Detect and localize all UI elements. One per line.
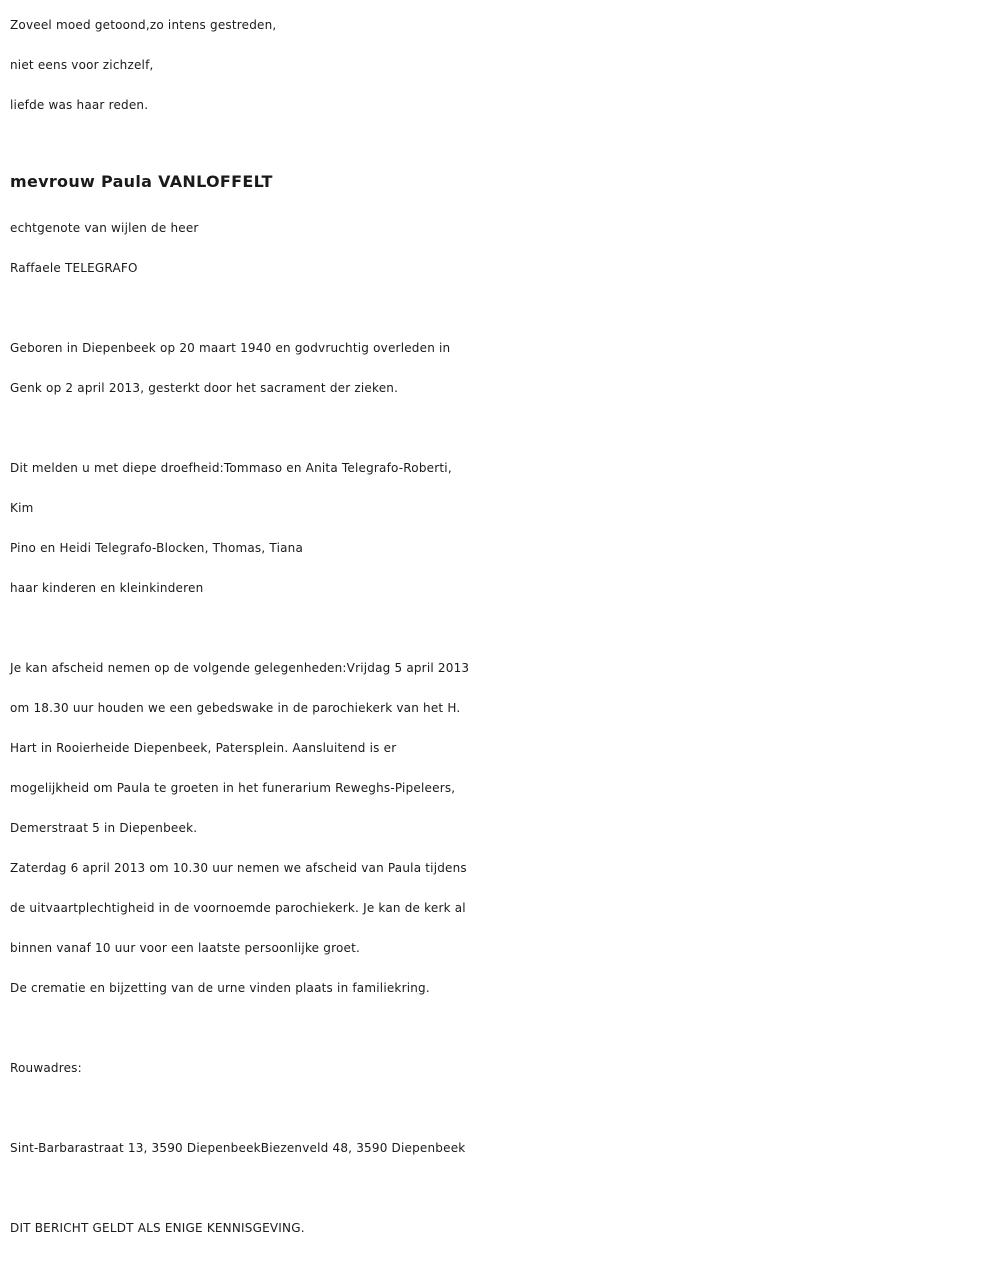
family-line: Pino en Heidi Telegrafo-Blocken, Thomas, Tiana: [10, 541, 304, 555]
spacer: [10, 1088, 995, 1128]
obituary-document: [10, 5, 995, 1248]
spouse-line: Raffaele TELEGRAFO: [10, 261, 138, 275]
farewell-line: Je kan afscheid nemen op de volgende gelegenheden:Vrijdag 5 april 2013: [10, 661, 470, 675]
farewell-line: de uitvaartplechtigheid in de voornoemde parochiekerk. Je kan de kerk al: [10, 901, 466, 915]
spacer: [10, 608, 995, 648]
family-line: Dit melden u met diepe droefheid:Tommaso en Anita Telegrafo-Roberti,: [10, 461, 452, 475]
mourning-address: Sint-Barbarastraat 13, 3590 DiepenbeekBiezenveld 48, 3590 Diepenbeek: [10, 1141, 466, 1155]
family-line: haar kinderen en kleinkinderen: [10, 581, 204, 595]
farewell-line: De crematie en bijzetting van de urne vinden plaats in familiekring.: [10, 981, 430, 995]
poem-line: niet eens voor zichzelf,: [10, 58, 154, 72]
address-label: Rouwadres:: [10, 1061, 82, 1075]
poem: [10, 5, 995, 125]
farewell-line: mogelijkheid om Paula te groeten in het funerarium Reweghs-Pipeleers,: [10, 781, 456, 795]
farewell-line: binnen vanaf 10 uur voor een laatste persoonlijke groet.: [10, 941, 361, 955]
spacer: [10, 408, 995, 448]
birth-death-line: Genk op 2 april 2013, gesterkt door het sacrament der zieken.: [10, 381, 399, 395]
spacer: [10, 1008, 995, 1048]
deceased-name: mevrouw Paula VANLOFFELT: [10, 172, 273, 191]
farewell-line: Demerstraat 5 in Diepenbeek.: [10, 821, 198, 835]
spouse-info: [10, 208, 995, 288]
spacer: [10, 1168, 995, 1208]
farewell-details: [10, 648, 995, 1008]
farewell-line: om 18.30 uur houden we een gebedswake in de parochiekerk van het H.: [10, 701, 461, 715]
farewell-line: Zaterdag 6 april 2013 om 10.30 uur nemen we afscheid van Paula tijdens: [10, 861, 467, 875]
spacer: [10, 288, 995, 328]
birth-death-info: [10, 328, 995, 408]
birth-death-line: Geboren in Diepenbeek op 20 maart 1940 en godvruchtig overleden in: [10, 341, 451, 355]
poem-line: Zoveel moed getoond,zo intens gestreden,: [10, 18, 277, 32]
poem-line: liefde was haar reden.: [10, 98, 149, 112]
family-announcement: [10, 448, 995, 608]
family-line: Kim: [10, 501, 34, 515]
spouse-line: echtgenote van wijlen de heer: [10, 221, 199, 235]
farewell-line: Hart in Rooierheide Diepenbeek, Patersplein. Aansluitend is er: [10, 741, 397, 755]
notice: DIT BERICHT GELDT ALS ENIGE KENNISGEVING.: [10, 1221, 305, 1235]
